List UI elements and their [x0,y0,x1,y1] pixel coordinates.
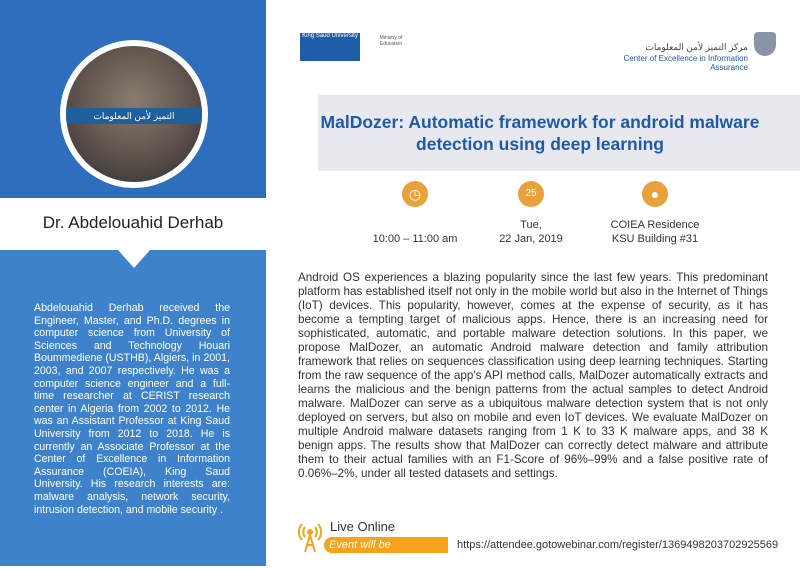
speaker-bio: Abdelouahid Derhab received the Engineer, Master, and Ph.D. degrees in computer science from University of Sciences and Technology Houari Boummediene (USTHB), Algiers, in 2001, 2003, and 2007 respectively. He was a computer science engineer and a full-time researcher at CERIST research center in Algeria from 2002 to 2012. He was an Assistant Professor at King Saud University from 2012 to 2018. He is currently an Associate Professor at the Center of Excellence in Information Assurance (COEIA), King Saud University. His research interests are: malware analysis, network security, intrusion detection, and mobile security . [34,302,230,516]
talk-abstract: Android OS experiences a blazing popularity since the last few years. This predominant platform has established itself not only in the mobile world but also in the Internet of Things (IoT) devices. This popularity, however, comes at the expense of security, as it has become a tempting target of malicious apps. Hence, there is an increasing need for sophisticated, automatic, and portable malware detection solutions. In this paper, we propose MalDozer, an automatic Android malware detection and family attribution framework that relies on sequences classification using deep learning techniques. Starting from the raw sequence of the app's API method calls, MalDozer automatically extracts and learns the malicious and the benign patterns from the actual samples to detect Android malware. MalDozer can serve as a ubiquitous malware detection system that is not only deployed on servers, but also on mobile and even IoT devices. We evaluate MalDozer on multiple Android malware datasets ranging from 1 K to 33 K malware apps, and 38 K benign apps. The results show that MalDozer can correctly detect malware and attribute them to their actual families with an F1-Score of 96%–99% and a false positive rate of 0.06%–2%, under all tested datasets and settings. [298,271,768,480]
talk-date [470,218,592,246]
ksu-logo-text: King Saud University [302,33,358,39]
registration-link[interactable]: https://attendee.gotowebinar.com/register/1369498203702925569 [457,539,779,551]
coeia-shield-icon [754,32,776,56]
location-line-2: KSU Building #31 [611,233,699,245]
speaker-photo [66,46,202,182]
moe-logo [372,35,410,59]
clock-icon: ◷ [402,181,428,207]
photo-sign: التميز لأمن المعلومات [66,108,202,124]
calendar-day: 25 [525,188,537,199]
date-line-1: Tue, [520,219,542,231]
speaker-name: Dr. Abdelouahid Derhab [42,213,224,232]
talk-location [590,218,720,246]
speaker-pointer [118,250,150,268]
calendar-icon [518,181,544,207]
location-line-1: COIEA Residence [610,219,700,231]
coeia-arabic-name: مركز التميز لأمن المعلومات [645,42,748,52]
broadcast-antenna-icon [296,518,324,554]
moe-logo-text: Ministry of Education [379,35,403,47]
coeia-english-name: Center of Excellence in Information Assurance [623,54,748,72]
location-pin-icon: ● [642,181,668,207]
ksu-logo [300,33,360,61]
talk-title: MalDozer: Automatic framework for android malware detection using deep learning [320,112,760,154]
broadcast-notice: Event will be broadcasted [324,537,448,553]
talk-time: 10:00 – 11:00 am [372,233,458,245]
live-online-label: Live Online [330,519,396,534]
date-line-2: 22 Jan, 2019 [499,233,563,245]
